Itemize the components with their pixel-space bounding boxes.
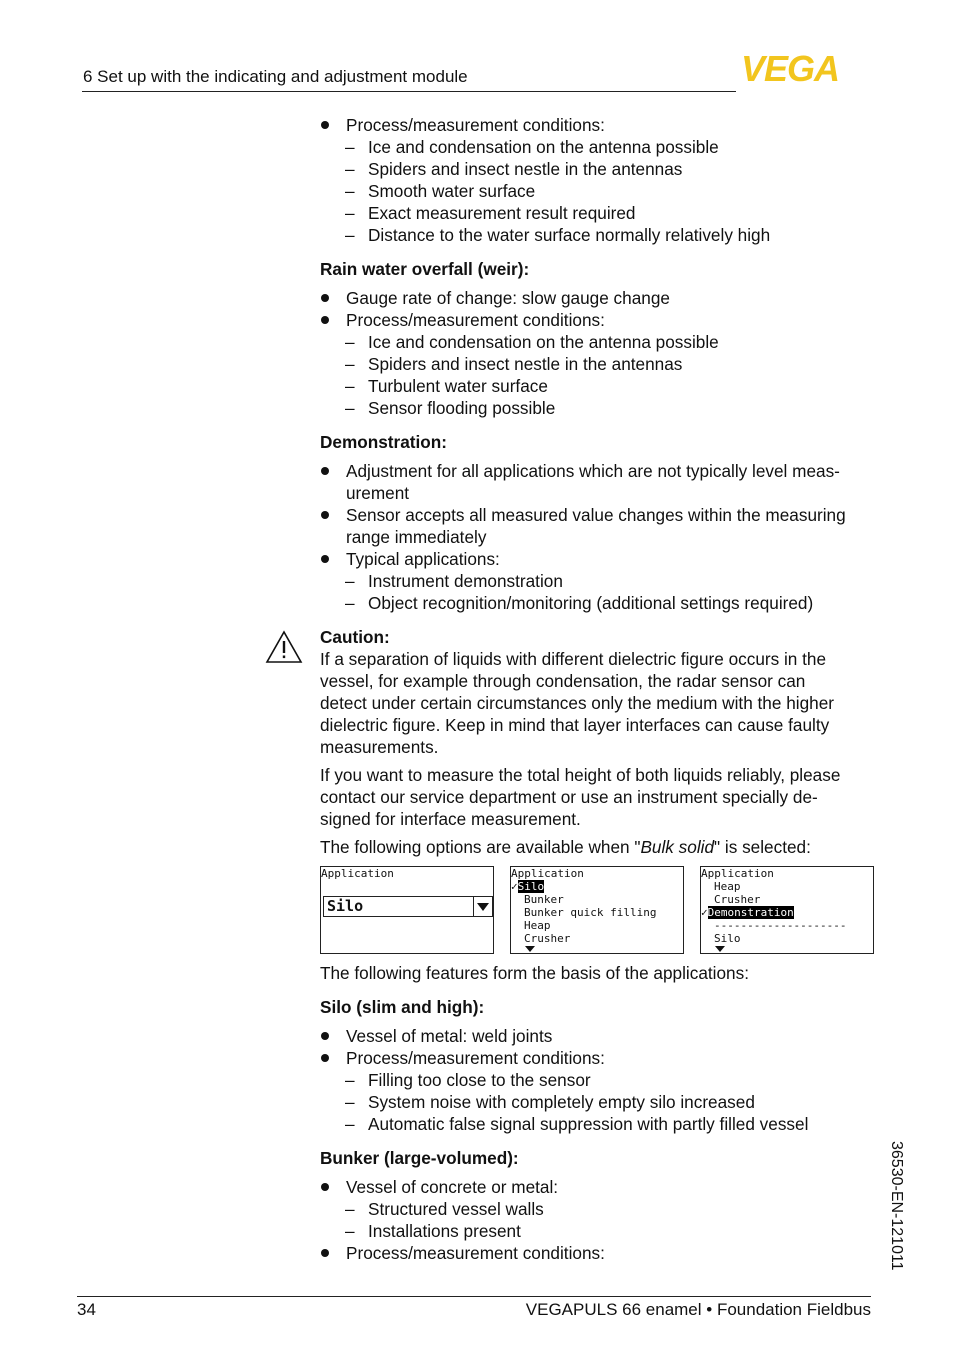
application-dropdown[interactable]: Silo — [323, 896, 493, 917]
caution-block — [320, 626, 875, 830]
heading-rain-water: Rain water overfall (weir): — [320, 259, 530, 279]
bullet-item: Process/measurement conditions: — [320, 1242, 875, 1264]
svg-text:VEGA: VEGA — [741, 52, 840, 84]
selected-item: Demonstration — [707, 906, 794, 919]
dash-item: – Automatic false signal suppression with partly filled vessel — [320, 1113, 875, 1135]
check-icon: ✓ — [701, 906, 708, 919]
display-screens — [320, 866, 875, 954]
dash-item: – Turbulent water surface — [320, 375, 875, 397]
dash-item: – Smooth water surface — [320, 180, 875, 202]
dash-item: – Ice and condensation on the antenna possible — [320, 136, 875, 158]
bullet-item: Process/measurement conditions: — [320, 114, 875, 136]
main-content — [320, 114, 875, 1264]
warning-icon — [265, 630, 303, 664]
features-intro: The following features form the basis of the applications: — [320, 963, 749, 983]
dash-item: – Instrument demonstration — [320, 570, 875, 592]
heading-silo: Silo (slim and high): — [320, 997, 485, 1017]
bullet-item: Vessel of concrete or metal: — [320, 1176, 875, 1198]
bullet-item: Adjustment for all applications which are not typically level meas- urement — [320, 460, 875, 504]
bullet-item: Sensor accepts all measured value changes within the measuring range immediately — [320, 504, 875, 548]
bullet-item: Typical applications: — [320, 548, 875, 570]
screen-application-list-2: Application Heap Crusher ✓Demonstration -------------------- Silo — [700, 866, 874, 954]
section-header: 6 Set up with the indicating and adjustment module — [83, 67, 468, 86]
check-icon: ✓ — [511, 880, 518, 893]
caution-text-2: If you want to measure the total height of both liquids reliably, please contact our service department or use an instrument specially de- signed for interface measurement. — [320, 765, 841, 829]
bullet-item: Process/measurement conditions: — [320, 309, 875, 331]
dash-item: – Filling too close to the sensor — [320, 1069, 875, 1091]
bullet-item: Process/measurement conditions: — [320, 1047, 875, 1069]
caution-text: If a separation of liquids with different dielectric figure occurs in the vessel, for example through condensation, the radar sensor can detect under certain circumstances only the medium with the higher dielectric figure. Keep in mind that layer interfaces can cause faulty measurements. — [320, 649, 834, 757]
scroll-down-icon[interactable] — [525, 946, 535, 952]
footer-title: VEGAPULS 66 enamel • Foundation Fieldbus — [525, 1300, 871, 1319]
dash-item: – Installations present — [320, 1220, 875, 1242]
screen-application-list: Application ✓Silo Bunker Bunker quick filling Heap Crusher — [510, 866, 684, 954]
page-number: 34 — [77, 1300, 96, 1319]
caution-title: Caution: — [320, 627, 390, 647]
dash-item: – System noise with completely empty silo increased — [320, 1091, 875, 1113]
scroll-down-icon[interactable] — [715, 946, 725, 952]
dropdown-arrow-icon[interactable] — [473, 897, 492, 916]
bullet-item: Vessel of metal: weld joints — [320, 1025, 875, 1047]
dash-item: – Structured vessel walls — [320, 1198, 875, 1220]
dash-item: – Spiders and insect nestle in the antennas — [320, 158, 875, 180]
dash-item: – Spiders and insect nestle in the antennas — [320, 353, 875, 375]
footer-rule — [77, 1296, 871, 1297]
dash-item: – Ice and condensation on the antenna possible — [320, 331, 875, 353]
screen-application-select: Application Silo — [320, 866, 494, 954]
dash-item: – Sensor flooding possible — [320, 397, 875, 419]
selected-item: Silo — [517, 880, 545, 893]
document-code: 36530-EN-121011 — [888, 1141, 905, 1271]
dash-item: – Exact measurement result required — [320, 202, 875, 224]
heading-bunker: Bunker (large-volumed): — [320, 1148, 519, 1168]
heading-demonstration: Demonstration: — [320, 432, 448, 452]
dash-item: – Object recognition/monitoring (additional settings required) — [320, 592, 875, 614]
header-rule — [82, 91, 736, 92]
vega-logo — [741, 52, 871, 84]
options-intro: The following options are available when "Bulk solid" is selected: — [320, 837, 811, 857]
dash-item: – Distance to the water surface normally relatively high — [320, 224, 875, 246]
bullet-item: Gauge rate of change: slow gauge change — [320, 287, 875, 309]
